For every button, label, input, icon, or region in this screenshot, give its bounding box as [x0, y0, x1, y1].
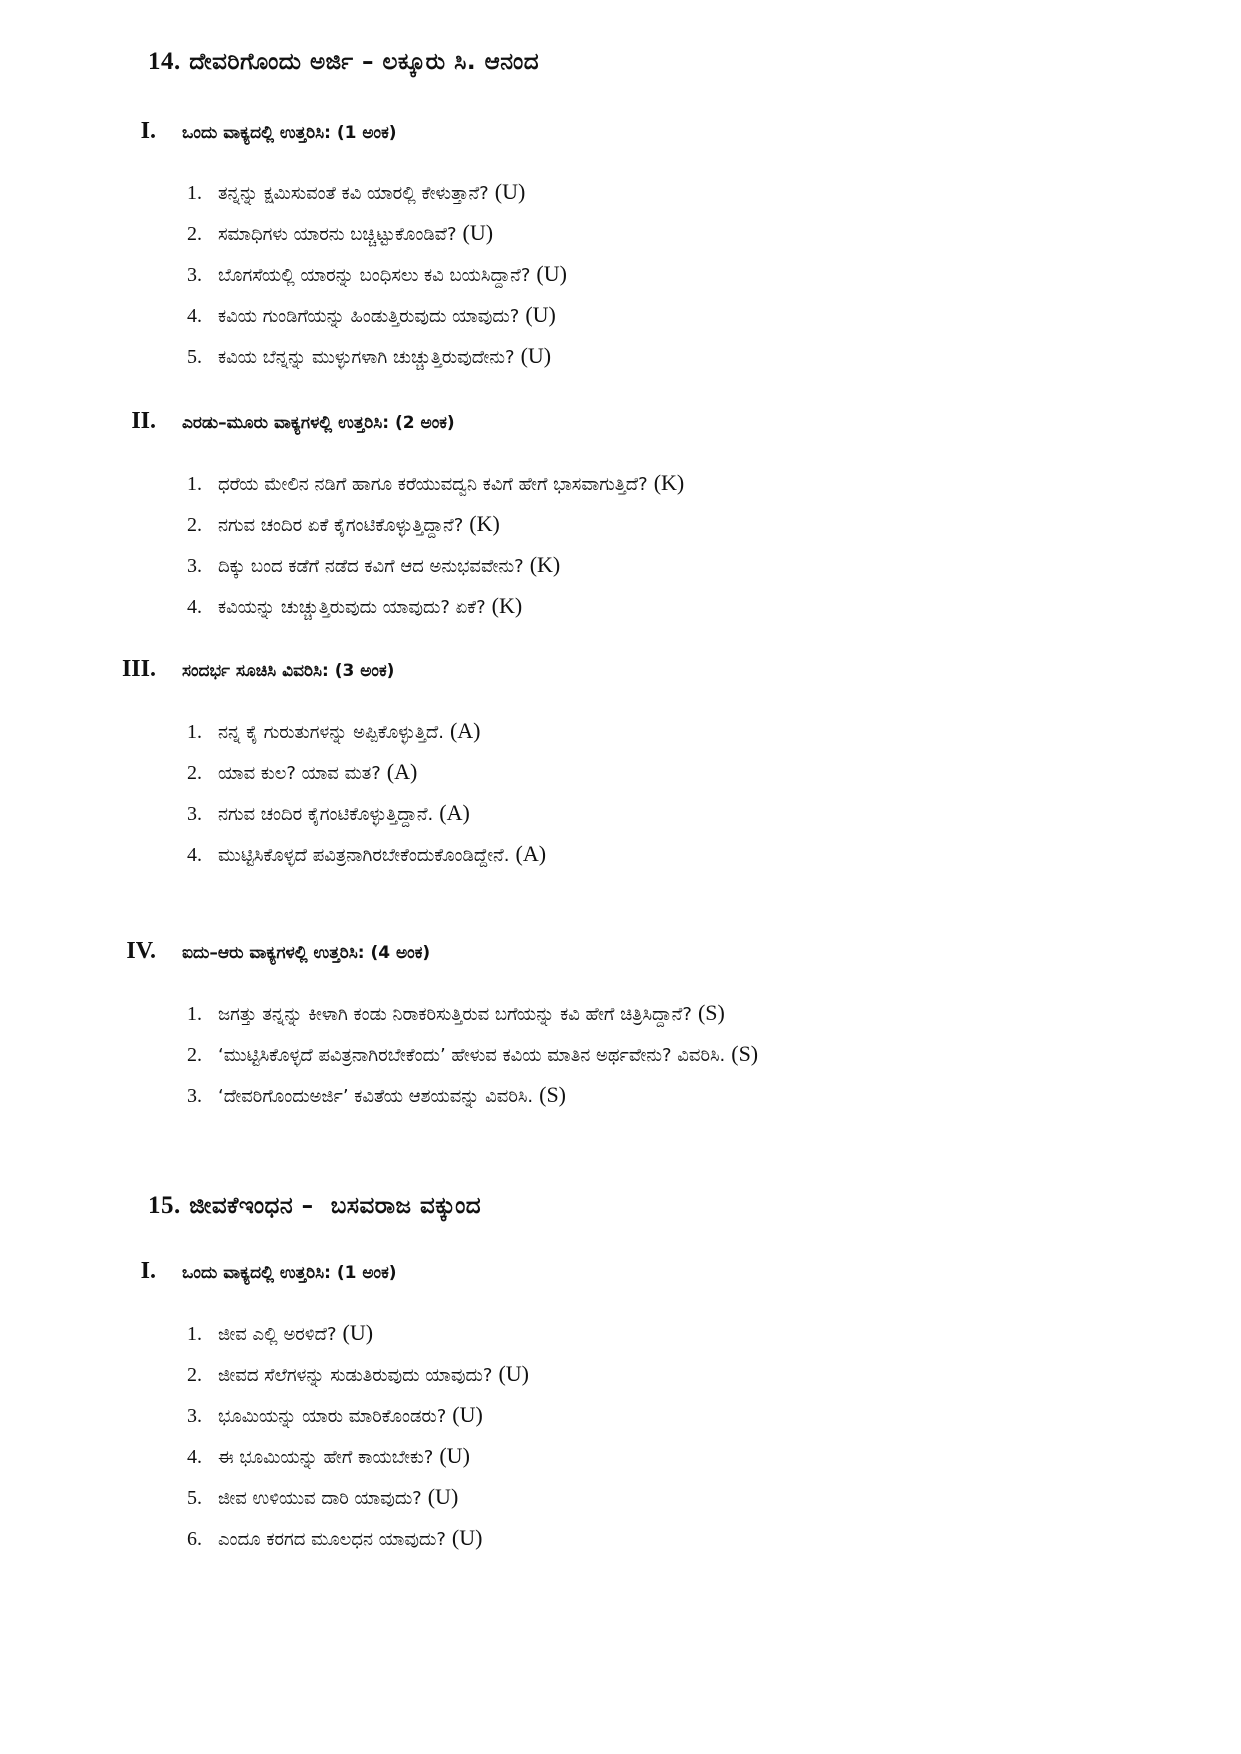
section-roman: I. [140, 118, 156, 144]
question-item [180, 1000, 725, 1026]
question-item [180, 718, 481, 744]
section-heading [108, 118, 397, 145]
question-tag: (K) [653, 470, 685, 495]
question-item [180, 593, 522, 619]
question-tag: (K) [529, 552, 561, 577]
question-tag: (U) [520, 343, 552, 368]
question-tag: (A) [439, 800, 470, 825]
section-heading [108, 1258, 397, 1285]
question-number: 5. [187, 346, 202, 368]
section-label: ಸಂದರ್ಭ ಸೂಚಿಸಿ ವಿವರಿಸಿ: (3 ಅಂಕ) [182, 661, 395, 681]
question-number: 1. [187, 473, 202, 495]
question-tag: (S) [539, 1082, 567, 1107]
question-tag: (U) [342, 1320, 374, 1345]
lesson-title-text: ಜೀವಕೆಇಂಧನ – ಬಸವರಾಜ ವಕ್ಕುಂದ [189, 1193, 482, 1219]
question-number: 1. [187, 182, 202, 204]
question-text: ಕವಿಯನ್ನು ಚುಚ್ಚುತ್ತಿರುವುದು ಯಾವುದು? ಏಕೆ? [218, 597, 486, 618]
question-text: ಕವಿಯ ಬೆನ್ನನ್ನು ಮುಳ್ಳುಗಳಾಗಿ ಚುಚ್ಚುತ್ತಿರುವುದೇನು? [218, 347, 515, 368]
section-heading [108, 408, 455, 435]
question-text: ಯಾವ ಕುಲ? ಯಾವ ಮತ? [218, 763, 381, 784]
question-number: 2. [187, 762, 202, 784]
question-text: ಎಂದೂ ಕರಗದ ಮೂಲಧನ ಯಾವುದು? [218, 1529, 446, 1550]
question-tag: (U) [536, 261, 567, 286]
question-text: ಸಮಾಧಿಗಳು ಯಾರನು ಬಚ್ಚಿಟ್ಟುಕೊಂಡಿವೆ? [218, 224, 457, 245]
question-text: ಮುಟ್ಟಿಸಿಕೊಳ್ಳದೆ ಪವಿತ್ರನಾಗಿರಬೇಕೆಂದುಕೊಂಡಿದ್ದೇನೆ. [218, 845, 510, 866]
section-heading [108, 938, 430, 965]
question-number: 3. [187, 1405, 202, 1427]
question-number: 4. [187, 596, 202, 618]
question-tag: (U) [462, 220, 494, 245]
question-item [180, 1525, 482, 1551]
question-tag: (U) [439, 1443, 470, 1468]
question-number: 6. [187, 1528, 202, 1550]
question-text: ನನ್ನ ಕೈ ಗುರುತುಗಳನ್ನು ಅಪ್ಪಿಕೊಳ್ಳುತ್ತಿದೆ. [218, 722, 444, 743]
question-number: 2. [187, 1364, 202, 1386]
section-label: ಒಂದು ವಾಕ್ಯದಲ್ಲಿ ಉತ್ತರಿಸಿ: (1 ಅಂಕ) [182, 1263, 397, 1283]
question-text: ‘ದೇವರಿಗೊಂದುಅರ್ಜಿ’ ಕವಿತೆಯ ಆಶಯವನ್ನು ವಿವರಿಸಿ. [218, 1086, 534, 1107]
question-item [180, 552, 560, 578]
question-item [180, 511, 500, 537]
question-tag: (U) [525, 302, 556, 327]
section-roman: I. [140, 1258, 156, 1284]
question-text: ಬೊಗಸೆಯಲ್ಲಿ ಯಾರನ್ನು ಬಂಧಿಸಲು ಕವಿ ಬಯಸಿದ್ದಾನೆ? [218, 265, 531, 286]
question-tag: (U) [427, 1484, 459, 1509]
question-tag: (A) [515, 841, 547, 866]
question-text: ಕವಿಯ ಗುಂಡಿಗೆಯನ್ನು ಹಿಂಡುತ್ತಿರುವುದು ಯಾವುದು? [218, 306, 520, 327]
question-tag: (U) [498, 1361, 529, 1386]
question-number: 1. [187, 1323, 202, 1345]
section-label: ಒಂದು ವಾಕ್ಯದಲ್ಲಿ ಉತ್ತರಿಸಿ: (1 ಅಂಕ) [182, 123, 397, 143]
question-number: 1. [187, 721, 202, 743]
lesson-15-title [148, 1192, 481, 1220]
section-label: ಎರಡು–ಮೂರು ವಾಕ್ಯಗಳಲ್ಲಿ ಉತ್ತರಿಸಿ: (2 ಅಂಕ) [182, 413, 455, 433]
question-number: 3. [187, 1085, 202, 1107]
question-tag: (A) [386, 759, 418, 784]
question-number: 2. [187, 514, 202, 536]
section-roman: IV. [126, 938, 156, 964]
question-item [180, 800, 470, 826]
question-number: 4. [187, 305, 202, 327]
section-label: ಐದು–ಆರು ವಾಕ್ಯಗಳಲ್ಲಿ ಉತ್ತರಿಸಿ: (4 ಅಂಕ) [182, 943, 431, 963]
lesson-title-text: ದೇವರಿಗೊಂದು ಅರ್ಜಿ – ಲಕ್ಕೂರು ಸಿ. ಆನಂದ [189, 49, 540, 75]
question-number: 2. [187, 1044, 202, 1066]
question-item [180, 759, 417, 785]
question-item [180, 1402, 483, 1428]
question-text: ದಿಕ್ಕು ಬಂದ ಕಡೆಗೆ ನಡೆದ ಕವಿಗೆ ಆದ ಅನುಭವವೇನು? [218, 556, 524, 577]
question-item [180, 470, 684, 496]
question-number: 5. [187, 1487, 202, 1509]
section-roman: III. [121, 656, 156, 682]
question-text: ಈ ಭೂಮಿಯನ್ನು ಹೇಗೆ ಕಾಯಬೇಕು? [218, 1447, 434, 1468]
question-tag: (S) [731, 1041, 759, 1066]
lesson-number: 15. [148, 1192, 181, 1219]
question-tag: (U) [452, 1402, 483, 1427]
question-text: ಜಗತ್ತು ತನ್ನನ್ನು ಕೀಳಾಗಿ ಕಂಡು ನಿರಾಕರಿಸುತ್ತಿರುವ ಬಗೆಯನ್ನು ಕವಿ ಹೇಗೆ ಚಿತ್ರಿಸಿದ್ದಾನೆ? [218, 1004, 692, 1025]
question-text: ನಗುವ ಚಂದಿರ ಏಕೆ ಕೈಗಂಟಿಕೊಳ್ಳುತ್ತಿದ್ದಾನೆ? [218, 515, 464, 536]
question-item [180, 1361, 529, 1387]
question-text: ಜೀವದ ಸೆಲೆಗಳನ್ನು ಸುಡುತಿರುವುದು ಯಾವುದು? [218, 1365, 493, 1386]
question-number: 2. [187, 223, 202, 245]
question-item [180, 1443, 470, 1469]
question-number: 3. [187, 803, 202, 825]
lesson-number: 14. [148, 48, 181, 75]
question-tag: (U) [494, 179, 526, 204]
question-text: ಜೀವ ಉಳಿಯುವ ದಾರಿ ಯಾವುದು? [218, 1488, 422, 1509]
question-tag: (K) [469, 511, 500, 536]
question-item [180, 343, 551, 369]
question-item [180, 302, 556, 328]
section-heading [108, 656, 394, 683]
question-item [180, 220, 493, 246]
question-item [180, 1041, 758, 1067]
question-number: 3. [187, 264, 202, 286]
question-number: 1. [187, 1003, 202, 1025]
question-item [180, 1320, 373, 1346]
lesson-14-title [148, 48, 539, 76]
question-number: 3. [187, 555, 202, 577]
section-roman: II. [131, 408, 156, 434]
question-text: ಭೂಮಿಯನ್ನು ಯಾರು ಮಾರಿಕೊಂಡರು? [218, 1406, 447, 1427]
question-text: ತನ್ನನ್ನು ಕ್ಷಮಿಸುವಂತೆ ಕವಿ ಯಾರಲ್ಲಿ ಕೇಳುತ್ತಾನೆ? [218, 183, 489, 204]
question-tag: (A) [449, 718, 481, 743]
question-item [180, 261, 567, 287]
question-item [180, 179, 525, 205]
question-text: ಜೀವ ಎಲ್ಲಿ ಅರಳಿದೆ? [218, 1324, 337, 1345]
question-text: ‘ಮುಟ್ಟಿಸಿಕೊಳ್ಳದೆ ಪವಿತ್ರನಾಗಿರಬೇಕೆಂದು’ ಹೇಳುವ ಕವಿಯ ಮಾತಿನ ಅರ್ಥವೇನು? ವಿವರಿಸಿ. [218, 1045, 726, 1066]
question-item [180, 841, 546, 867]
question-text: ನಗುವ ಚಂದಿರ ಕೈಗಂಟಿಕೊಳ್ಳುತ್ತಿದ್ದಾನೆ. [218, 804, 434, 825]
question-tag: (K) [491, 593, 523, 618]
question-number: 4. [187, 844, 202, 866]
question-item [180, 1484, 458, 1510]
question-tag: (U) [451, 1525, 483, 1550]
question-item [180, 1082, 566, 1108]
question-number: 4. [187, 1446, 202, 1468]
question-tag: (S) [697, 1000, 725, 1025]
question-text: ಧರೆಯ ಮೇಲಿನ ನಡಿಗೆ ಹಾಗೂ ಕರೆಯುವದ್ವನಿ ಕವಿಗೆ ಹೇಗೆ ಭಾಸವಾಗುತ್ತಿದೆ? [218, 474, 648, 495]
